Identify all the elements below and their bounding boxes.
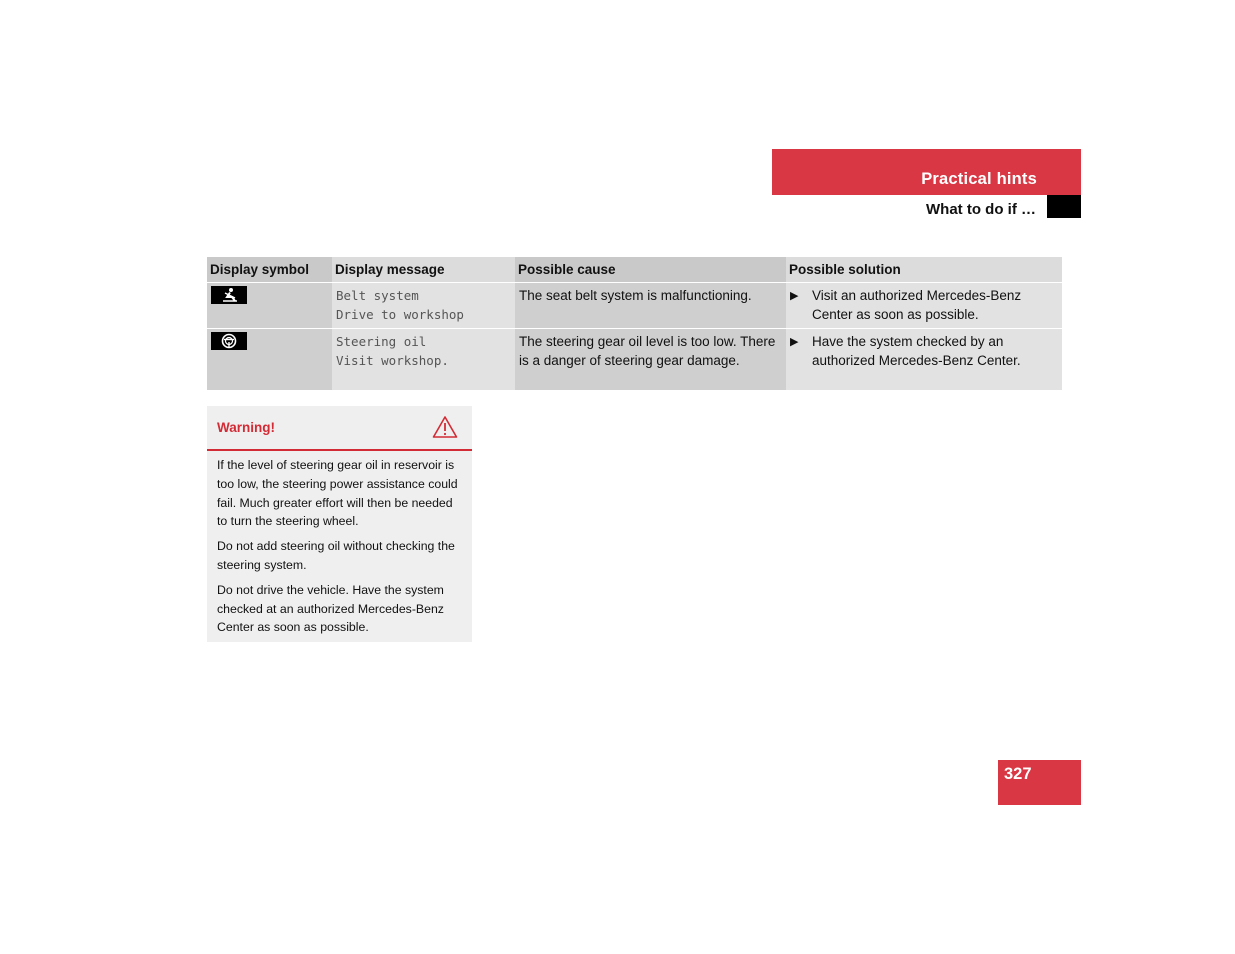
- column-header-cause: Possible cause: [515, 257, 786, 283]
- column-header-message: Display message: [332, 257, 515, 283]
- table-header-row: [207, 257, 1062, 283]
- section-tab: [772, 149, 1081, 195]
- seatbelt-icon: [211, 286, 247, 304]
- warning-box: [207, 406, 472, 642]
- warning-paragraph: If the level of steering gear oil in reservoir is too low, the steering power assistance could fail. Much greater effort will then be needed to turn the steering wheel.: [217, 458, 458, 529]
- symbol-cell: [207, 329, 332, 391]
- column-header-solution: Possible solution: [786, 257, 1062, 283]
- solution-text: Have the system checked by an authorized Mercedes-Benz Center.: [812, 334, 1021, 368]
- message-line: Visit workshop.: [336, 353, 449, 368]
- message-line: Steering oil: [336, 334, 427, 349]
- cause-cell: The seat belt system is malfunctioning.: [515, 283, 786, 329]
- warning-triangle-icon: [432, 415, 458, 444]
- table-row: [207, 283, 1062, 329]
- symbol-cell: [207, 283, 332, 329]
- thumb-index-marker: [1047, 195, 1081, 218]
- solution-cell: [786, 283, 1062, 329]
- section-subtitle: What to do if …: [926, 201, 1036, 218]
- bullet-arrow-icon: ▶: [790, 336, 799, 348]
- warning-header: [207, 406, 472, 451]
- bullet-arrow-icon: ▶: [790, 290, 799, 302]
- steering-wheel-icon: [211, 332, 247, 350]
- display-message-table: [207, 257, 1062, 391]
- message-cell: [332, 283, 515, 329]
- message-cell: [332, 329, 515, 391]
- table-row: [207, 329, 1062, 391]
- column-header-symbol: Display symbol: [207, 257, 332, 283]
- page-number: 327: [1004, 765, 1032, 783]
- warning-paragraph: Do not drive the vehicle. Have the system checked at an authorized Mercedes-Benz Center as soon as possible.: [217, 582, 444, 635]
- warning-body: [207, 451, 472, 637]
- cause-cell: The steering gear oil level is too low. There is a danger of steering gear damage.: [515, 329, 786, 391]
- warning-paragraph: Do not add steering oil without checking the steering system.: [217, 539, 455, 572]
- page-number-tab: [998, 760, 1081, 805]
- solution-cell: [786, 329, 1062, 391]
- warning-title: Warning!: [217, 420, 275, 435]
- message-line: Belt system: [336, 288, 419, 303]
- section-title: Practical hints: [921, 170, 1037, 188]
- message-line: Drive to workshop: [336, 307, 464, 322]
- solution-text: Visit an authorized Mercedes-Benz Center as soon as possible.: [812, 288, 1022, 322]
